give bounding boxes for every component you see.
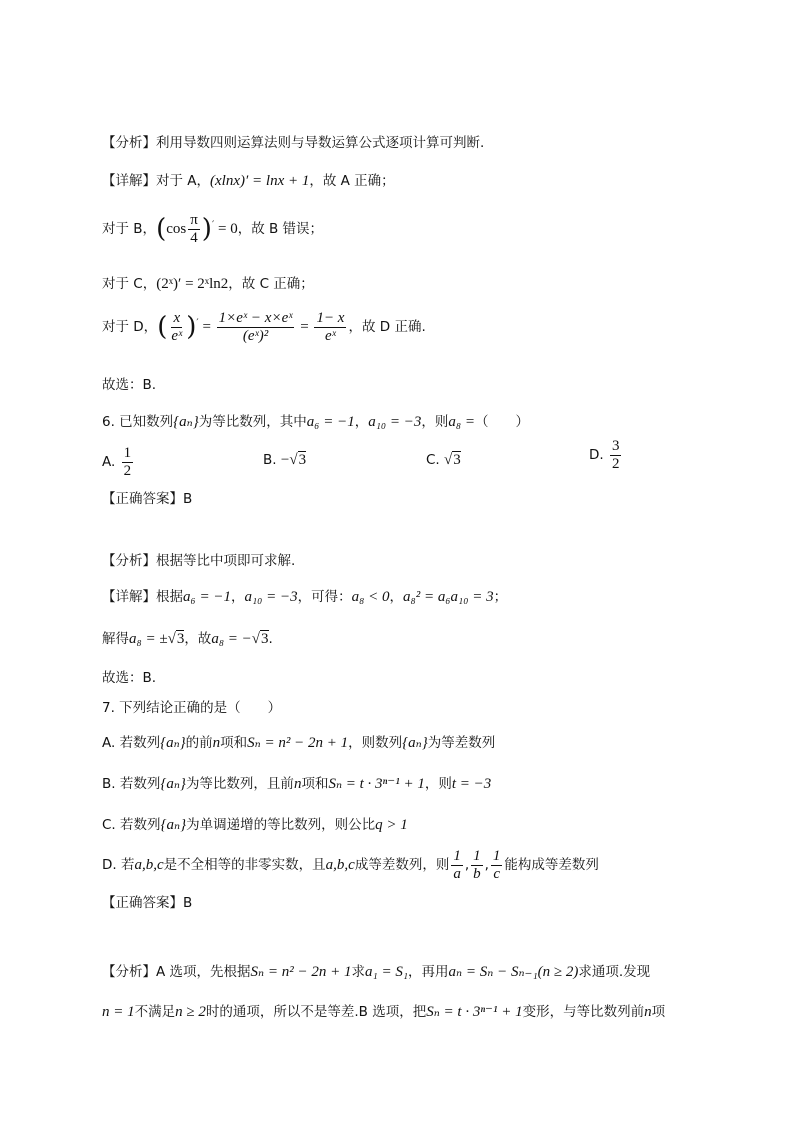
q6-solve: 解得a₈ = ±√3，故a₈ = −√3. <box>102 631 273 647</box>
q5-detail-d: 对于 D，( $\frac{x}{\text{eˣ}}$ )′ = $\frac{\text{1×eˣ − x×eˣ}}{\text{(eˣ)²}}$ = $\frac{1- x}{\text{eˣ}}$ ，故 D 正确. <box>102 310 426 344</box>
q5-detail-c: 对于 C，(2ˣ)′ = 2ˣln2，故 C 正确； <box>102 276 314 292</box>
fraction: $\frac{\pi}{4}$ <box>190 212 198 246</box>
q6-choice: 故选：B. <box>102 670 157 686</box>
q6-option-a: A. $\frac{1}{2}$ <box>102 445 132 479</box>
q6-answer: 【正确答案】B <box>102 491 193 507</box>
q7-stem: 7. 下列结论正确的是（ ） <box>102 700 282 716</box>
q6-stem: 6. 已知数列{aₙ}为等比数列，其中a₆ = −1，a₁₀ = −3，则a₈ =（ ） <box>102 414 529 430</box>
q5-analysis: 【分析】利用导数四则运算法则与导数运算公式逐项计算可判断. <box>102 135 485 151</box>
q6-detail: 【详解】根据a₆ = −1，a₁₀ = −3，可得：a₈ < 0，a₈² = a₆a₁₀ = 3； <box>102 589 508 605</box>
fraction: $\frac{x}{\text{eˣ}}$ <box>171 310 183 344</box>
q7-option-a: A. 若数列{aₙ}的前n项和Sₙ = n² − 2n + 1，则数列{aₙ}为等差数列 <box>102 735 496 751</box>
q5-detail-b: 对于 B，(cos $\frac{\pi}{4}$ )′ = 0，故 B 错误； <box>102 212 324 246</box>
formula: (xlnx)′ = lnx + 1 <box>210 173 310 189</box>
detail-label: 【详解】 <box>102 173 156 189</box>
q5-choice: 故选：B. <box>102 377 157 393</box>
q6-option-d: D. $\frac{3}{2}$ <box>589 438 620 472</box>
fraction: $\frac{\text{1×eˣ − x×eˣ}}{\text{(eˣ)²}}$ <box>218 310 293 344</box>
q7-analysis-line2: n = 1不满足n ≥ 2时的通项，所以不是等差.B 选项，把Sₙ = t · 3ⁿ⁻¹ + 1变形，与等比数列前n项 <box>102 1004 666 1020</box>
q7-answer: 【正确答案】B <box>102 895 193 911</box>
q7-analysis-line1: 【分析】A 选项，先根据Sₙ = n² − 2n + 1求a₁ = S₁，再用aₙ = Sₙ − Sₙ₋₁(n ≥ 2)求通项.发现 <box>102 964 651 980</box>
q7-option-d: D. 若a,b,c是不全相等的非零实数，且a,b,c成等差数列，则 $\frac{1}{a}$ , $\frac{1}{b}$ , $\frac{1}{c}$ 能构成等差数列 <box>102 848 599 882</box>
formula: (2ˣ)′ = 2ˣln2 <box>156 276 229 292</box>
q5-detail-a: 【详解】对于 A，(xlnx)′ = lnx + 1，故 A 正确； <box>102 173 395 189</box>
q6-analysis: 【分析】根据等比中项即可求解. <box>102 553 296 569</box>
q6-option-b: B. −√3 <box>263 452 307 468</box>
q6-option-c: C. √3 <box>426 452 461 468</box>
q7-option-c: C. 若数列{aₙ}为单调递增的等比数列，则公比q > 1 <box>102 817 408 833</box>
q7-option-b: B. 若数列{aₙ}为等比数列，且前n项和Sₙ = t · 3ⁿ⁻¹ + 1，则t = −3 <box>102 776 492 792</box>
fraction: $\frac{1- x}{\text{eˣ}}$ <box>316 310 345 344</box>
